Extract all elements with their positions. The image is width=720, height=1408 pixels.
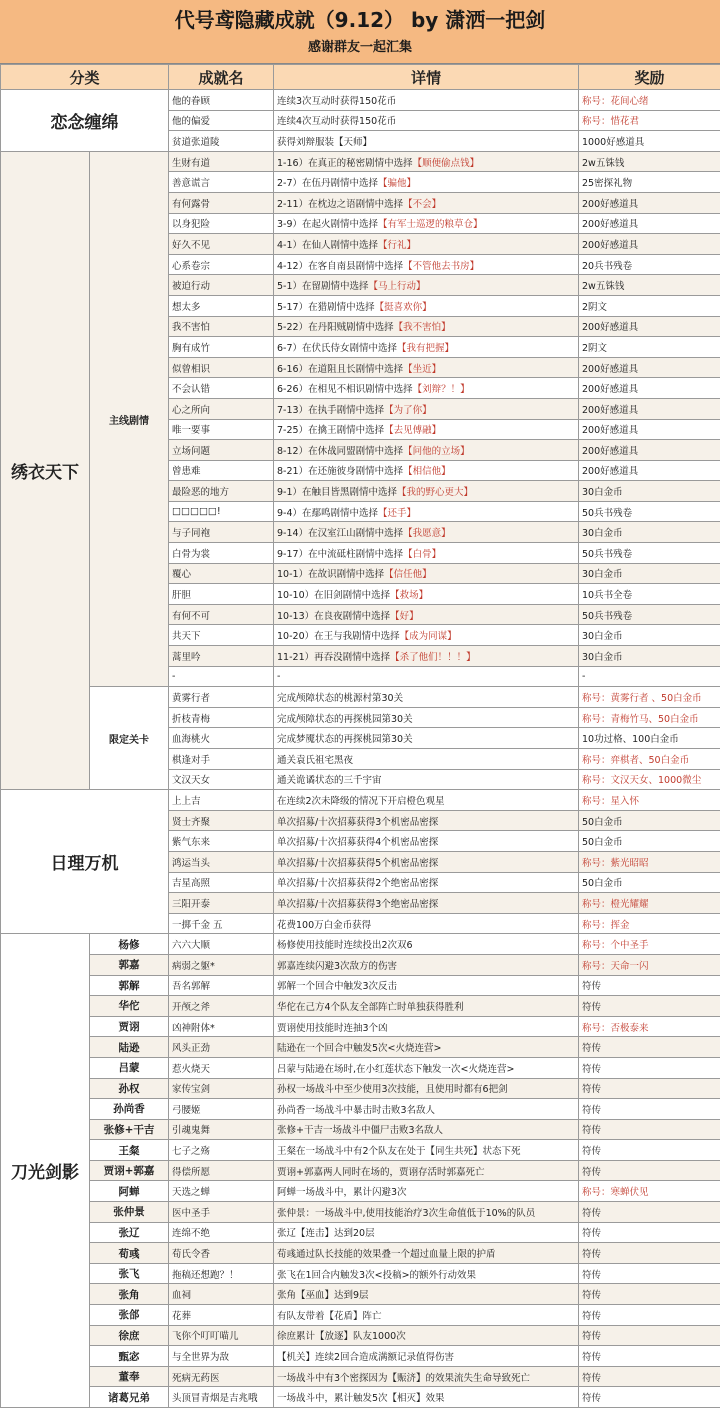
category-cell: 日理万机: [1, 790, 169, 934]
reward-cell: 200好感道具: [579, 378, 720, 399]
detail-cell: 8-21）在还施彼身剧情中选择【相信他】: [274, 460, 579, 481]
detail-cell: 1-16）在真正的秘密剧情中选择【顺便偷点钱】: [274, 151, 579, 172]
achievement-name-cell: 与全世界为敌: [169, 1346, 274, 1367]
detail-cell: 王粲在一场战斗中有2个队友在处于【同生共死】状态下死: [274, 1140, 579, 1161]
col-category: 分类: [1, 65, 169, 90]
reward-cell: 1000好感道具: [579, 131, 720, 152]
achievement-name-cell: 得偿所愿: [169, 1160, 274, 1181]
achievement-name-cell: 心之所向: [169, 398, 274, 419]
reward-cell: 2阴文: [579, 295, 720, 316]
choice-highlight: 【好】: [390, 611, 419, 622]
achievement-name-cell: 白骨为裳: [169, 543, 274, 564]
character-cell: 孙权: [90, 1078, 169, 1099]
achievement-name-cell: 六六大顺: [169, 934, 274, 955]
reward-cell: 200好感道具: [579, 419, 720, 440]
detail-cell: 郭解一个回合中触发3次反击: [274, 975, 579, 996]
reward-cell: 符传: [579, 1263, 720, 1284]
achievement-name-cell: 鸿运当头: [169, 851, 274, 872]
reward-cell: 50白金币: [579, 810, 720, 831]
reward-cell: 20兵书残卷: [579, 254, 720, 275]
achievement-name-cell: 血海桃火: [169, 728, 274, 749]
character-cell: 徐庶: [90, 1325, 169, 1346]
character-cell: 张修+干吉: [90, 1119, 169, 1140]
choice-highlight: 【我愿意】: [403, 528, 451, 539]
detail-cell: 张角【巫血】达到9层: [274, 1284, 579, 1305]
achievement-name-cell: 他的眷顾: [169, 90, 274, 111]
detail-cell: 单次招募/十次招募获得3个机密品密探: [274, 810, 579, 831]
reward-cell: 200好感道具: [579, 357, 720, 378]
achievement-name-cell: 与子同袍: [169, 522, 274, 543]
reward-cell: 称号：文汉天女、1000微尘: [579, 769, 720, 790]
achievement-name-cell: 三阳开泰: [169, 893, 274, 914]
detail-cell: 通关诡谲状态的三千宇宙: [274, 769, 579, 790]
detail-cell: 贾诩+郭嘉两人同时在场的，贾诩存活时郭嘉死亡: [274, 1160, 579, 1181]
reward-cell: -: [579, 666, 720, 687]
reward-cell: 符传: [579, 1037, 720, 1058]
category-cell: 刀光剑影: [1, 934, 90, 1408]
achievement-name-cell: 拖稿还想跑？！: [169, 1263, 274, 1284]
detail-cell: 张辽【连击】达到20层: [274, 1222, 579, 1243]
choice-highlight: 【还手】: [378, 508, 416, 519]
achievement-name-cell: 我不害怕: [169, 316, 274, 337]
detail-cell: 9-1）在触目皆黑剧情中选择【我的野心更大】: [274, 481, 579, 502]
achievement-table: [0, 64, 720, 1408]
choice-highlight: 【顺便偷点钱】: [413, 158, 480, 169]
reward-cell: 符传: [579, 1243, 720, 1264]
table-row: [1, 1140, 720, 1161]
reward-cell: 称号：个中圣手: [579, 934, 720, 955]
achievement-name-cell: 上上吉: [169, 790, 274, 811]
col-detail: 详情: [274, 65, 579, 90]
choice-highlight: 【我的野心更大】: [397, 487, 473, 498]
achievement-name-cell: 心系卷宗: [169, 254, 274, 275]
achievement-name-cell: 黄雾行者: [169, 687, 274, 708]
achievement-name-cell: 吉星高照: [169, 872, 274, 893]
detail-cell: 10-1）在故识剧情中选择【信任他】: [274, 563, 579, 584]
choice-highlight: 【坐近】: [403, 364, 441, 375]
achievement-name-cell: 花葬: [169, 1305, 274, 1326]
reward-cell: 2阴文: [579, 337, 720, 358]
detail-cell: 张修+干吉一场战斗中僵尸击败3名敌人: [274, 1119, 579, 1140]
achievement-name-cell: 他的偏爱: [169, 110, 274, 131]
detail-cell: 一场战斗中，累计触发5次【相灭】效果: [274, 1387, 579, 1408]
table-row: [1, 1222, 720, 1243]
achievement-name-cell: 最险恶的地方: [169, 481, 274, 502]
reward-cell: 称号：黄雾行者 、50白金币: [579, 687, 720, 708]
reward-cell: 50白金币: [579, 831, 720, 852]
character-cell: 杨修: [90, 934, 169, 955]
character-cell: 荀彧: [90, 1243, 169, 1264]
reward-cell: 称号：寒蝉伏见: [579, 1181, 720, 1202]
detail-cell: 完成梦魇状态的再探桃园第30关: [274, 728, 579, 749]
table-row: [1, 1387, 720, 1408]
detail-cell: 6-26）在相见不相识剧情中选择【刘辩？！】: [274, 378, 579, 399]
achievement-name-cell: 天选之蝉: [169, 1181, 274, 1202]
achievement-name-cell: 弓腰姬: [169, 1099, 274, 1120]
reward-cell: 200好感道具: [579, 460, 720, 481]
achievement-name-cell: 有何露骨: [169, 192, 274, 213]
detail-cell: 完成颅障状态的桃源村第30关: [274, 687, 579, 708]
reward-cell: 10兵书全卷: [579, 584, 720, 605]
reward-cell: 称号：紫光昭昭: [579, 851, 720, 872]
table-row: [1, 1016, 720, 1037]
detail-cell: -: [274, 666, 579, 687]
detail-cell: 陆逊在一个回合中触发5次<火烧连营>: [274, 1037, 579, 1058]
detail-cell: 华佗在己方4个队友全部阵亡时单独获得胜利: [274, 996, 579, 1017]
col-reward: 奖励: [579, 65, 720, 90]
detail-cell: 连续3次互动时获得150花币: [274, 90, 579, 111]
reward-cell: 符传: [579, 1078, 720, 1099]
reward-cell: 符传: [579, 1366, 720, 1387]
table-row: [1, 954, 720, 975]
detail-cell: 一场战斗中有3个密探因为【赈济】的效果流失生命导致死亡: [274, 1366, 579, 1387]
choice-highlight: 【骗他】: [378, 178, 416, 189]
character-cell: 董奉: [90, 1366, 169, 1387]
reward-cell: 30白金币: [579, 563, 720, 584]
reward-cell: 称号：花间心绪: [579, 90, 720, 111]
table-row: [1, 1099, 720, 1120]
detail-cell: 单次招募/十次招募获得5个机密品密探: [274, 851, 579, 872]
character-cell: 贾诩+郭嘉: [90, 1160, 169, 1181]
table-row: [1, 1366, 720, 1387]
detail-cell: 10-20）在王与我剧情中选择【成为同谋】: [274, 625, 579, 646]
reward-cell: 200好感道具: [579, 398, 720, 419]
detail-cell: 有队友带着【花盾】阵亡: [274, 1305, 579, 1326]
reward-cell: 30白金币: [579, 481, 720, 502]
reward-cell: 2w五铢钱: [579, 151, 720, 172]
table-body: [1, 90, 720, 1408]
achievement-name-cell: 飞你个叮叮喵儿: [169, 1325, 274, 1346]
achievement-name-cell: 被迫行动: [169, 275, 274, 296]
subcategory-cell: 主线剧情: [90, 151, 169, 686]
reward-cell: 30白金币: [579, 646, 720, 667]
choice-highlight: 【为了你】: [384, 405, 432, 416]
reward-cell: 200好感道具: [579, 440, 720, 461]
reward-cell: 符传: [579, 1140, 720, 1161]
achievement-name-cell: 头顶冒青烟是吉兆哦: [169, 1387, 274, 1408]
reward-cell: 符传: [579, 1119, 720, 1140]
sheet-header: [0, 0, 720, 64]
table-row: [1, 996, 720, 1017]
detail-cell: 4-1）在仙人剧情中选择【行礼】: [274, 234, 579, 255]
sheet-subtitle: 感谢群友一起汇集: [0, 38, 720, 58]
table-row: [1, 687, 720, 708]
detail-cell: 获得刘辩服装【天师】: [274, 131, 579, 152]
reward-cell: 符传: [579, 1099, 720, 1120]
achievement-name-cell: 引魂鬼舞: [169, 1119, 274, 1140]
choice-highlight: 【刘辩？！】: [413, 384, 470, 395]
reward-cell: 称号：青梅竹马、50白金币: [579, 707, 720, 728]
detail-cell: 杨修使用技能时连续投出2次双6: [274, 934, 579, 955]
table-row: [1, 1181, 720, 1202]
reward-cell: 30白金币: [579, 625, 720, 646]
character-cell: 郭解: [90, 975, 169, 996]
achievement-name-cell: 连绵不绝: [169, 1222, 274, 1243]
achievement-name-cell: 有何不可: [169, 604, 274, 625]
choice-highlight: 【白骨】: [403, 549, 441, 560]
character-cell: 张角: [90, 1284, 169, 1305]
reward-cell: 符传: [579, 1284, 720, 1305]
detail-cell: 单次招募/十次招募获得4个机密品密探: [274, 831, 579, 852]
detail-cell: 在连续2次未降级的情况下开启橙色观星: [274, 790, 579, 811]
achievement-name-cell: 共天下: [169, 625, 274, 646]
achievement-name-cell: 紫气东来: [169, 831, 274, 852]
character-cell: 郭嘉: [90, 954, 169, 975]
detail-cell: 2-11）在枕边之语剧情中选择【不会】: [274, 192, 579, 213]
table-row: [1, 1119, 720, 1140]
reward-cell: 称号：挥金: [579, 913, 720, 934]
choice-highlight: 【我不害怕】: [394, 322, 451, 333]
detail-cell: 6-7）在伏氏侍女剧情中选择【我有把握】: [274, 337, 579, 358]
choice-highlight: 【马上行动】: [369, 281, 426, 292]
choice-highlight: 【不会】: [403, 199, 441, 210]
reward-cell: 200好感道具: [579, 213, 720, 234]
achievement-name-cell: 贤士齐聚: [169, 810, 274, 831]
reward-cell: 符传: [579, 996, 720, 1017]
reward-cell: 称号：橙光耀耀: [579, 893, 720, 914]
choice-highlight: 【行礼】: [378, 240, 416, 251]
achievement-name-cell: 胸有成竹: [169, 337, 274, 358]
detail-cell: 11-21）再吞没剧情中选择【杀了他们！！！】: [274, 646, 579, 667]
reward-cell: 符传: [579, 1202, 720, 1223]
achievement-name-cell: 惹火烧天: [169, 1057, 274, 1078]
table-row: [1, 1160, 720, 1181]
table-row: [1, 975, 720, 996]
detail-cell: 5-17）在猎剧情中选择【挺喜欢你】: [274, 295, 579, 316]
reward-cell: 50兵书残卷: [579, 543, 720, 564]
detail-cell: 完成颅障状态的再探桃园第30关: [274, 707, 579, 728]
achievement-name-cell: 开颅之斧: [169, 996, 274, 1017]
detail-cell: 阿蝉一场战斗中，累计闪避3次: [274, 1181, 579, 1202]
table-row: [1, 1202, 720, 1223]
achievement-name-cell: 以身犯险: [169, 213, 274, 234]
character-cell: 吕蒙: [90, 1057, 169, 1078]
choice-highlight: 【我有把握】: [397, 343, 454, 354]
achievement-name-cell: 血祠: [169, 1284, 274, 1305]
table-row: [1, 1037, 720, 1058]
achievement-name-cell: 棋逢对手: [169, 749, 274, 770]
table-row: [1, 1325, 720, 1346]
detail-cell: 9-4）在鄢鸣剧情中选择【还手】: [274, 501, 579, 522]
detail-cell: 孙尚香一场战斗中暴击时击败3名敌人: [274, 1099, 579, 1120]
detail-cell: 7-25）在擒王剧情中选择【去见傅融】: [274, 419, 579, 440]
detail-cell: 张飞在1回合内触发3次<投稿>的额外行动效果: [274, 1263, 579, 1284]
achievement-name-cell: 好久不见: [169, 234, 274, 255]
subcategory-cell: 限定关卡: [90, 687, 169, 790]
detail-cell: 10-10）在旧剑剧情中选择【救场】: [274, 584, 579, 605]
reward-cell: 200好感道具: [579, 316, 720, 337]
reward-cell: 符传: [579, 1387, 720, 1408]
table-row: [1, 934, 720, 955]
achievement-name-cell: 蒿里吟: [169, 646, 274, 667]
reward-cell: 符传: [579, 1305, 720, 1326]
reward-cell: 称号：弈棋者、50白金币: [579, 749, 720, 770]
achievement-name-cell: 肝胆: [169, 584, 274, 605]
detail-cell: 吕蒙与陆逊在场时,在小红莲状态下触发一次<火烧连营>: [274, 1057, 579, 1078]
table-row: [1, 1078, 720, 1099]
detail-cell: 花费100万白金币获得: [274, 913, 579, 934]
achievement-name-cell: 善意谎言: [169, 172, 274, 193]
detail-cell: 4-12）在客自南县剧情中选择【不管他去书房】: [274, 254, 579, 275]
achievement-name-cell: 似曾相识: [169, 357, 274, 378]
reward-cell: 符传: [579, 1325, 720, 1346]
table-row: [1, 90, 720, 111]
choice-highlight: 【相信他】: [403, 466, 451, 477]
reward-cell: 200好感道具: [579, 234, 720, 255]
reward-cell: 称号：惜花君: [579, 110, 720, 131]
reward-cell: 50兵书残卷: [579, 501, 720, 522]
choice-highlight: 【问他的立场】: [403, 446, 470, 457]
detail-cell: 10-13）在良夜剧情中选择【好】: [274, 604, 579, 625]
achievement-name-cell: 病弱之躯*: [169, 954, 274, 975]
table-row: [1, 151, 720, 172]
achievement-name-cell: 风头正劲: [169, 1037, 274, 1058]
character-cell: 华佗: [90, 996, 169, 1017]
reward-cell: 50白金币: [579, 872, 720, 893]
achievement-name-cell: 医中圣手: [169, 1202, 274, 1223]
achievement-name-cell: 不会认错: [169, 378, 274, 399]
choice-highlight: 【挺喜欢你】: [375, 302, 432, 313]
achievement-name-cell: 凶神附体*: [169, 1016, 274, 1037]
detail-cell: 2-7）在伍丹剧情中选择【骗他】: [274, 172, 579, 193]
reward-cell: 符传: [579, 1160, 720, 1181]
achievement-name-cell: 覆心: [169, 563, 274, 584]
detail-cell: 荀彧通过队长技能的效果叠一个超过血量上限的护盾: [274, 1243, 579, 1264]
detail-cell: 贾诩使用技能时连抽3个凶: [274, 1016, 579, 1037]
detail-cell: 9-14）在汉室江山剧情中选择【我愿意】: [274, 522, 579, 543]
reward-cell: 符传: [579, 1346, 720, 1367]
achievement-name-cell: 唯一要事: [169, 419, 274, 440]
table-row: [1, 1057, 720, 1078]
detail-cell: 徐庶累计【放逐】队友1000次: [274, 1325, 579, 1346]
reward-cell: 符传: [579, 975, 720, 996]
achievement-name-cell: 死病无药医: [169, 1366, 274, 1387]
choice-highlight: 【成为同谋】: [400, 631, 457, 642]
detail-cell: 3-9）在起火剧情中选择【有军士巡逻的粮草仓】: [274, 213, 579, 234]
detail-cell: 孙权一场战斗中至少使用3次技能，且使用时都有6把剑: [274, 1078, 579, 1099]
character-cell: 张郃: [90, 1305, 169, 1326]
achievement-name-cell: 一掷千金 五: [169, 913, 274, 934]
achievement-name-cell: 贫道张道陵: [169, 131, 274, 152]
reward-cell: 25密探礼物: [579, 172, 720, 193]
character-cell: 张飞: [90, 1263, 169, 1284]
detail-cell: 连续4次互动时获得150花币: [274, 110, 579, 131]
detail-cell: 张仲景：一场战斗中,使用技能治疗3次生命值低于10%的队员: [274, 1202, 579, 1223]
reward-cell: 30白金币: [579, 522, 720, 543]
choice-highlight: 【去见傅融】: [384, 425, 441, 436]
choice-highlight: 【有军士巡逻的粮草仓】: [378, 219, 483, 230]
detail-cell: 郭嘉连续闪避3次敌方的伤害: [274, 954, 579, 975]
achievement-name-cell: 曾患难: [169, 460, 274, 481]
reward-cell: 10功过格、100白金币: [579, 728, 720, 749]
sheet-title: 代号鸢隐藏成就（9.12） by 潇洒一把剑: [0, 0, 720, 38]
detail-cell: 6-16）在道阻且长剧情中选择【坐近】: [274, 357, 579, 378]
achievement-name-cell: 折枝青梅: [169, 707, 274, 728]
character-cell: 张辽: [90, 1222, 169, 1243]
achievement-name-cell: 文汉天女: [169, 769, 274, 790]
table-row: [1, 1305, 720, 1326]
achievement-name-cell: 七子之殇: [169, 1140, 274, 1161]
reward-cell: 称号：星入怀: [579, 790, 720, 811]
reward-cell: 符传: [579, 1222, 720, 1243]
choice-highlight: 【救场】: [390, 590, 428, 601]
character-cell: 陆逊: [90, 1037, 169, 1058]
category-cell: 绣衣天下: [1, 151, 90, 789]
achievement-name-cell: □□□□□!: [169, 501, 274, 522]
reward-cell: 符传: [579, 1057, 720, 1078]
detail-cell: 5-22）在丹阳贼剧情中选择【我不害怕】: [274, 316, 579, 337]
detail-cell: 通关袁氏祖宅黑夜: [274, 749, 579, 770]
column-header-row: [1, 65, 720, 90]
choice-highlight: 【不管他去书房】: [403, 261, 479, 272]
detail-cell: 5-1）在留剧情中选择【马上行动】: [274, 275, 579, 296]
choice-highlight: 【信任他】: [384, 569, 432, 580]
table-row: [1, 1346, 720, 1367]
achievement-name-cell: 吾名郭解: [169, 975, 274, 996]
category-cell: 恋念缠绵: [1, 90, 169, 152]
col-name: 成就名: [169, 65, 274, 90]
detail-cell: 单次招募/十次招募获得3个绝密品密探: [274, 893, 579, 914]
character-cell: 诸葛兄弟: [90, 1387, 169, 1408]
table-row: [1, 1243, 720, 1264]
achievement-name-cell: -: [169, 666, 274, 687]
character-cell: 孙尚香: [90, 1099, 169, 1120]
table-row: [1, 1263, 720, 1284]
achievement-name-cell: 立场问题: [169, 440, 274, 461]
reward-cell: 2w五铢钱: [579, 275, 720, 296]
reward-cell: 200好感道具: [579, 192, 720, 213]
character-cell: 甄宓: [90, 1346, 169, 1367]
character-cell: 贾诩: [90, 1016, 169, 1037]
reward-cell: 50兵书残卷: [579, 604, 720, 625]
choice-highlight: 【杀了他们！！！】: [390, 652, 476, 663]
reward-cell: 称号：否极泰来: [579, 1016, 720, 1037]
detail-cell: 7-13）在执手剧情中选择【为了你】: [274, 398, 579, 419]
achievement-name-cell: 想太多: [169, 295, 274, 316]
character-cell: 阿蝉: [90, 1181, 169, 1202]
achievement-name-cell: 荀氏令香: [169, 1243, 274, 1264]
achievement-name-cell: 生财有道: [169, 151, 274, 172]
detail-cell: 单次招募/十次招募获得2个绝密品密探: [274, 872, 579, 893]
table-row: [1, 1284, 720, 1305]
table-row: [1, 790, 720, 811]
detail-cell: 8-12）在休战同盟剧情中选择【问他的立场】: [274, 440, 579, 461]
detail-cell: 【机关】连续2回合造成满额记录值得伤害: [274, 1346, 579, 1367]
reward-cell: 称号：天命一闪: [579, 954, 720, 975]
character-cell: 王粲: [90, 1140, 169, 1161]
achievement-name-cell: 家传宝剑: [169, 1078, 274, 1099]
character-cell: 张仲景: [90, 1202, 169, 1223]
detail-cell: 9-17）在中流砥柱剧情中选择【白骨】: [274, 543, 579, 564]
